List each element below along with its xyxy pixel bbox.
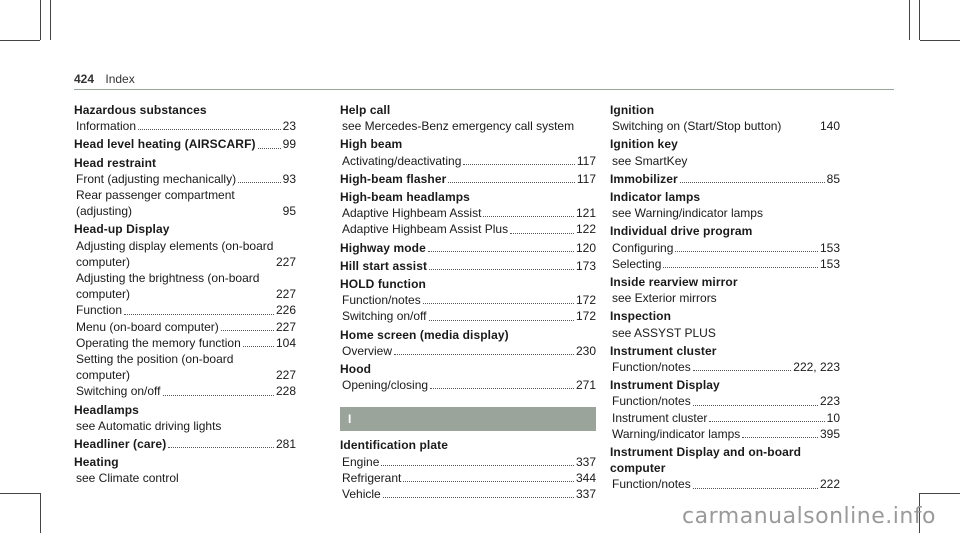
subentry-text: Adaptive Highbeam Assist — [342, 206, 482, 221]
dot-leader — [394, 354, 574, 355]
subentry-text: Rear passenger compartment (adjusting) — [76, 188, 235, 219]
subentry-text: Operating the memory function — [76, 335, 241, 350]
dot-leader — [429, 269, 574, 270]
see-reference: see Warning/indicator lamps — [612, 206, 763, 221]
subentry-text: Front (adjusting mechanically) — [76, 171, 237, 186]
index-term-row — [340, 258, 596, 274]
index-subentry — [75, 171, 296, 187]
index-entry — [74, 454, 296, 486]
page-ref: 104 — [275, 335, 296, 350]
crop-mark — [40, 0, 41, 40]
index-column-3 — [610, 102, 840, 495]
index-subentry — [611, 118, 840, 134]
index-entry — [74, 155, 296, 220]
index-subentry — [611, 359, 840, 375]
page-ref: 172 — [575, 309, 596, 324]
index-term: Hood — [340, 362, 372, 377]
index-term: Heating — [74, 455, 119, 470]
page-ref: 271 — [575, 378, 596, 393]
dot-leader — [430, 388, 574, 389]
dot-leader — [693, 488, 818, 489]
page-ref: 227 — [275, 368, 296, 383]
index-term: Head level heating (AIRSCARF) — [74, 137, 256, 152]
index-entry — [74, 402, 296, 434]
index-term: HOLD function — [340, 277, 426, 292]
page-ref: 117 — [576, 153, 596, 168]
crop-mark — [919, 0, 920, 40]
page-header — [74, 72, 135, 86]
crop-mark — [40, 493, 41, 533]
page-ref: 222, 223 — [793, 360, 840, 375]
dot-leader — [693, 370, 792, 371]
dot-leader — [709, 421, 824, 422]
index-subentry — [75, 187, 296, 219]
dot-leader — [124, 314, 274, 315]
dot-leader — [448, 182, 574, 183]
page-ref: 121 — [575, 206, 596, 221]
index-term: Headliner (care) — [74, 437, 167, 452]
page-ref: 23 — [282, 119, 296, 134]
page-ref: 140 — [819, 119, 840, 134]
dot-leader — [403, 481, 574, 482]
index-subentry — [611, 240, 840, 256]
crop-mark — [909, 0, 910, 40]
page-ref: 227 — [275, 254, 296, 269]
index-entry — [340, 171, 596, 187]
see-reference: see Automatic driving lights — [76, 418, 222, 433]
index-term: Hazardous substances — [74, 103, 207, 117]
index-subentry — [75, 270, 296, 302]
index-subentry — [75, 351, 296, 383]
subentry-text: Switching on (Start/Stop button) — [612, 119, 782, 134]
subentry-text: Activating/deactivating — [342, 153, 462, 168]
index-term: Help call — [340, 103, 391, 117]
index-entry — [340, 136, 596, 168]
subentry-text: Adjusting the brightness (on-board computer) — [76, 271, 260, 302]
index-entry — [74, 136, 296, 152]
subentry-text: Overview — [342, 343, 393, 358]
dot-leader — [428, 251, 574, 252]
index-entry — [74, 221, 296, 399]
page-ref: 227 — [275, 287, 296, 302]
subentry-text: Configuring — [612, 240, 674, 255]
index-entry — [340, 240, 596, 256]
subentry-text: Switching on/off — [342, 309, 427, 324]
index-term: Highway mode — [340, 240, 426, 255]
index-subentry — [75, 238, 296, 270]
subentry-text: Switching on/off — [76, 384, 161, 399]
index-term: Ignition key — [610, 137, 678, 152]
subentry-text: Vehicle — [342, 487, 381, 502]
subentry-text: Information — [76, 119, 137, 134]
dot-leader — [163, 395, 274, 396]
index-subentry — [611, 393, 840, 409]
index-term: Head restraint — [74, 155, 157, 170]
index-entry — [610, 189, 840, 221]
see-reference: see SmartKey — [612, 153, 688, 168]
index-entry — [610, 102, 840, 134]
page-ref: 153 — [819, 256, 840, 271]
index-term: High beam — [340, 137, 403, 152]
dot-leader — [463, 164, 574, 165]
dot-leader — [429, 320, 574, 321]
page-ref: 222 — [819, 477, 840, 492]
index-entry — [610, 223, 840, 272]
index-term: Instrument Display — [610, 378, 720, 393]
see-reference: see Exterior mirrors — [612, 291, 717, 306]
index-subentry — [341, 470, 596, 486]
subentry-text: Menu (on-board computer) — [76, 319, 219, 334]
subentry-text: Function/notes — [342, 293, 421, 308]
index-term: Immobilizer — [610, 171, 678, 186]
index-term: Instrument cluster — [610, 343, 717, 358]
page-ref: 173 — [575, 258, 596, 273]
index-subentry — [611, 256, 840, 272]
index-entry — [74, 102, 296, 134]
index-subentry — [341, 308, 596, 324]
index-entry — [340, 189, 596, 238]
index-entry — [340, 258, 596, 274]
index-subentry — [341, 153, 596, 169]
subentry-text: Instrument cluster — [612, 410, 708, 425]
page-ref: 99 — [282, 137, 296, 152]
watermark: carmanualsonline.info — [682, 504, 936, 529]
index-term: Ignition — [610, 103, 655, 117]
dot-leader — [258, 148, 281, 149]
page-number: 424 — [74, 72, 95, 86]
index-entry — [340, 276, 596, 325]
see-reference: see ASSYST PLUS — [612, 325, 716, 340]
index-column-1 — [74, 102, 296, 489]
dot-leader — [221, 330, 274, 331]
dot-leader — [168, 447, 274, 448]
index-entry — [610, 308, 840, 340]
dot-leader — [423, 303, 574, 304]
dot-leader — [483, 216, 574, 217]
dot-leader — [510, 233, 574, 234]
see-reference: see Mercedes-Benz emergency call system — [342, 119, 575, 134]
crop-mark — [50, 0, 51, 40]
index-subentry — [341, 486, 596, 502]
index-term: Identification plate — [340, 438, 449, 453]
page-ref: 226 — [275, 303, 296, 318]
index-term: Inside rearview mirror — [610, 275, 738, 290]
index-term-row — [74, 436, 296, 452]
crop-mark — [0, 493, 40, 494]
section-title: Index — [105, 72, 135, 86]
page-ref: 93 — [282, 171, 296, 186]
index-term: Individual drive program — [610, 224, 753, 239]
dot-leader — [138, 129, 281, 130]
index-subentry — [341, 343, 596, 359]
index-term-row — [340, 240, 596, 256]
index-term: Headlamps — [74, 402, 139, 417]
subentry-text: Opening/closing — [342, 378, 429, 393]
dot-leader — [693, 405, 818, 406]
index-term: Indicator lamps — [610, 190, 701, 205]
subentry-text: Function/notes — [612, 394, 691, 409]
page-ref: 228 — [275, 384, 296, 399]
page-ref: 10 — [826, 410, 840, 425]
dot-leader — [238, 182, 281, 183]
section-letter: I — [340, 407, 596, 431]
dot-leader — [663, 267, 818, 268]
index-subentry — [75, 319, 296, 335]
index-subentry — [341, 205, 596, 221]
index-entry — [610, 343, 840, 375]
index-entry — [610, 136, 840, 168]
crop-mark — [0, 40, 40, 41]
page-ref: 172 — [575, 293, 596, 308]
page-ref: 227 — [275, 319, 296, 334]
subentry-text: Adaptive Highbeam Assist Plus — [342, 222, 509, 237]
index-term: Head-up Display — [74, 222, 170, 237]
index-term: Hill start assist — [340, 258, 428, 273]
index-subentry — [341, 292, 596, 308]
index-entry — [340, 327, 596, 359]
index-term: High-beam flasher — [340, 171, 447, 186]
page-ref: 223 — [819, 394, 840, 409]
page-ref: 395 — [819, 426, 840, 441]
index-entry — [610, 171, 840, 187]
index-subentry — [611, 410, 840, 426]
page-ref: 120 — [575, 240, 596, 255]
dot-leader — [742, 437, 818, 438]
index-term-row — [74, 136, 296, 152]
crop-mark — [920, 40, 960, 41]
index-subentry — [75, 383, 296, 399]
dot-leader — [243, 346, 274, 347]
subentry-text: Selecting — [612, 256, 662, 271]
dot-leader — [381, 465, 574, 466]
header-divider — [74, 89, 894, 90]
index-entry — [340, 102, 596, 134]
page-ref: 230 — [575, 343, 596, 358]
index-subentry — [341, 454, 596, 470]
dot-leader — [675, 251, 818, 252]
subentry-text: Adjusting display elements (on-board computer) — [76, 238, 274, 269]
index-entry — [74, 436, 296, 452]
subentry-text: Function/notes — [612, 477, 691, 492]
dot-leader — [680, 182, 825, 183]
page-ref: 281 — [275, 437, 296, 452]
page-ref: 95 — [282, 204, 296, 219]
index-subentry — [341, 377, 596, 393]
index-entry — [340, 437, 596, 502]
page-ref: 337 — [575, 454, 596, 469]
index-entry — [610, 377, 840, 442]
subentry-text: Function/notes — [612, 360, 691, 375]
subentry-text: Engine — [342, 454, 380, 469]
index-subentry — [341, 221, 596, 237]
index-subentry — [611, 426, 840, 442]
crop-mark — [920, 493, 960, 494]
page-ref: 122 — [575, 222, 596, 237]
index-subentry — [611, 476, 840, 492]
index-term-row — [340, 171, 596, 187]
index-entry — [610, 444, 840, 493]
page-ref: 344 — [575, 470, 596, 485]
index-term-row — [610, 171, 840, 187]
index-column-2 — [340, 102, 596, 504]
subentry-text: Warning/indicator lamps — [612, 426, 741, 441]
page-ref: 85 — [826, 171, 840, 186]
index-term: Home screen (media display) — [340, 327, 509, 342]
see-reference: see Climate control — [76, 471, 179, 486]
index-subentry — [75, 118, 296, 134]
subentry-text: Refrigerant — [342, 470, 402, 485]
index-term: High-beam headlamps — [340, 190, 470, 205]
page-ref: 153 — [819, 240, 840, 255]
index-entry — [340, 361, 596, 393]
dot-leader — [383, 497, 574, 498]
subentry-text: Function — [76, 303, 123, 318]
index-term: Instrument Display and on-board computer — [610, 445, 802, 476]
index-subentry — [75, 335, 296, 351]
index-term: Inspection — [610, 309, 672, 324]
index-entry — [610, 274, 840, 306]
subentry-text: Setting the position (on-board computer) — [76, 352, 234, 383]
index-subentry — [75, 302, 296, 318]
page-ref: 117 — [576, 171, 596, 186]
page-ref: 337 — [575, 487, 596, 502]
